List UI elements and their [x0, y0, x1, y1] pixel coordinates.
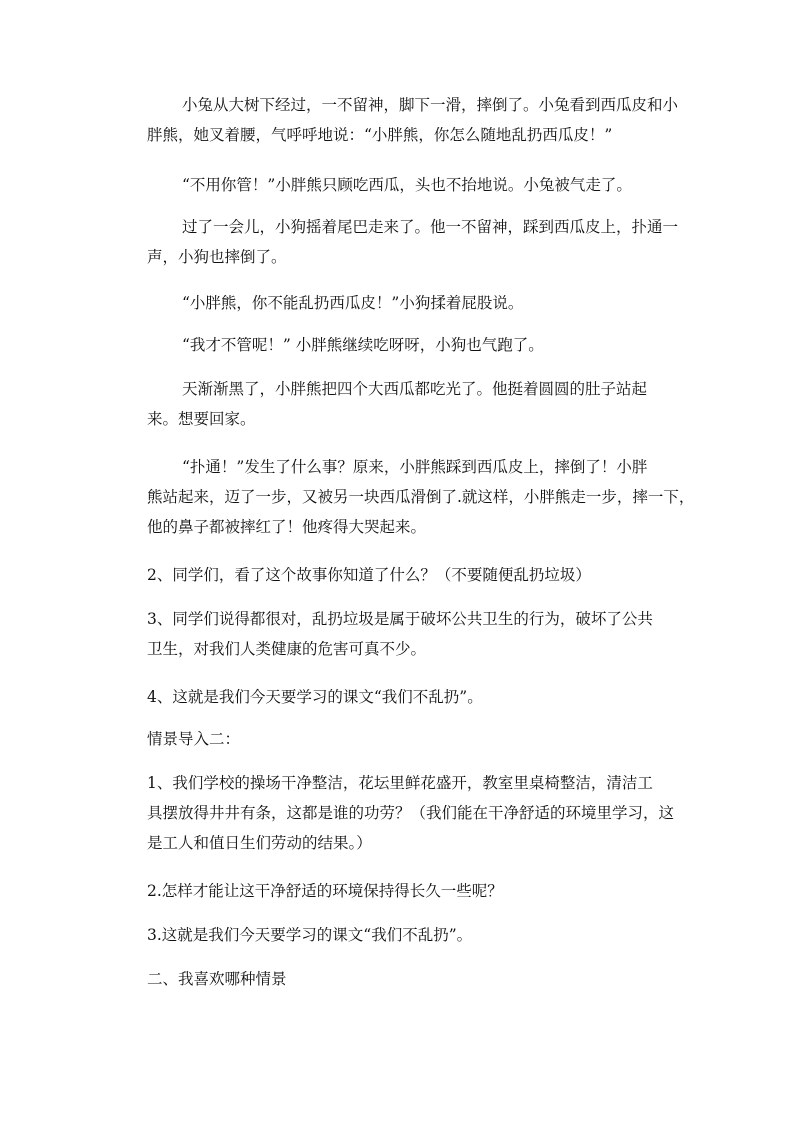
text-line: 声，小狗也摔倒了。: [147, 248, 287, 266]
section-heading-2: [147, 964, 672, 994]
story-paragraph-1: [147, 90, 679, 150]
text-line: 过了一会儿，小狗摇着尾巴走来了。他一不留神，踩到西瓜皮上，扑通一: [182, 218, 679, 236]
text-line: 1、我们学校的操场干净整洁，花坛里鲜花盛开，教室里桌椅整洁，清洁工: [147, 774, 653, 792]
text-line: 天渐渐黑了，小胖熊把四个大西瓜都吃光了。他挺着圆圆的肚子站起: [182, 380, 648, 398]
text-line: 3、同学们说得都很对，乱扔垃圾是属于破坏公共卫生的行为，破坏了公共: [147, 610, 653, 628]
discussion-item-3: [147, 604, 672, 664]
text-line: “小胖熊，你不能乱扔西瓜皮！”小狗揉着屁股说。: [182, 294, 524, 312]
text-line: 小兔从大树下经过，一不留神，脚下一滑，摔倒了。小兔看到西瓜皮和小: [182, 96, 679, 114]
text-line: 2.怎样才能让这干净舒适的环境保持得长久一些呢？: [147, 882, 503, 900]
section-heading-scene-2: [147, 724, 672, 754]
story-paragraph-3: [147, 212, 679, 272]
text-line: “扑通！”发生了什么事？原来，小胖熊踩到西瓜皮上，摔倒了！小胖: [182, 458, 648, 476]
text-line: 来。想要回家。: [147, 410, 256, 428]
story-paragraph-5: [147, 330, 672, 360]
story-paragraph-6: [147, 374, 672, 434]
text-line: 情景导入二：: [147, 730, 241, 748]
text-line: 具摆放得井井有条，这都是谁的功劳？（我们能在干净舒适的环境里学习，这: [147, 804, 675, 822]
text-line: 胖熊，她叉着腰，气呼呼地说：“小胖熊，你怎么随地乱扔西瓜皮！”: [147, 126, 613, 144]
text-line: 他的鼻子都被摔红了！他疼得大哭起来。: [147, 518, 427, 536]
story-paragraph-2: [147, 170, 672, 200]
text-line: 2、同学们，看了这个故事你知道了什么？（不要随便乱扔垃圾）: [147, 566, 591, 584]
story-paragraph-7: [147, 452, 695, 542]
story-paragraph-4: [147, 288, 672, 318]
discussion-item-4: [147, 682, 672, 712]
text-line: 是工人和值日生们劳动的结果。）: [147, 834, 372, 852]
discussion-item-2: [147, 560, 672, 590]
scene-2-item-1: [147, 768, 675, 858]
text-line: “不用你管！”小胖熊只顾吃西瓜，头也不抬地说。小兔被气走了。: [182, 176, 632, 194]
scene-2-item-3: [147, 920, 672, 950]
text-line: “我才不管呢！” 小胖熊继续吃呀呀，小狗也气跑了。: [182, 336, 544, 354]
text-line: 熊站起来，迈了一步，又被另一块西瓜滑倒了.就这样，小胖熊走一步，摔一下，: [147, 488, 695, 506]
text-line: 4、这就是我们今天要学习的课文“我们不乱扔”。: [147, 688, 483, 706]
text-line: 3.这就是我们今天要学习的课文“我们不乱扔”。: [147, 926, 473, 944]
scene-2-item-2: [147, 876, 672, 906]
text-line: 二、我喜欢哪种情景: [147, 970, 287, 988]
text-line: 卫生，对我们人类健康的危害可真不少。: [147, 640, 427, 658]
